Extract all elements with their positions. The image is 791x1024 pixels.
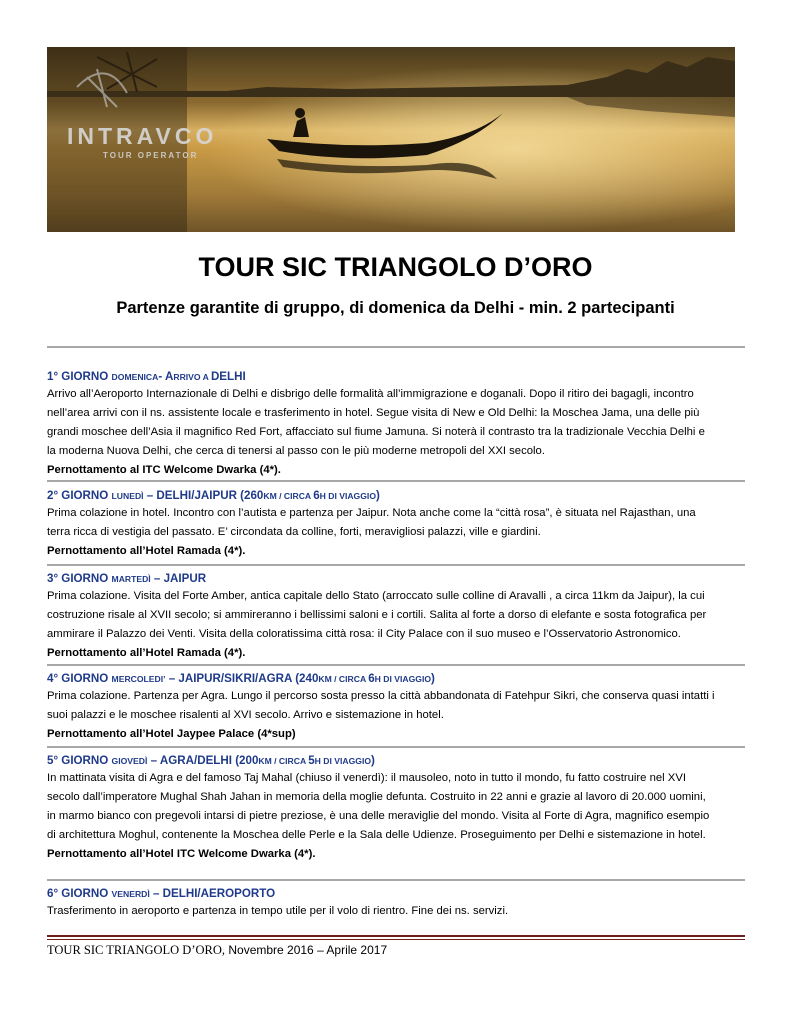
brand-tagline: TOUR OPERATOR — [103, 151, 199, 160]
day-2 — [47, 487, 745, 561]
day-accommodation: Pernottamento all’Hotel ITC Welcome Dwarka (4*). — [47, 848, 316, 860]
day-description: Prima colazione in hotel. Incontro con l’autista e partenza per Jaipur. Nota anche come la “città rosa”, è situata nel Rajasthan, una terra ricca di vestigia del passato. E’ circondata da colline, forti, meravigliosi palazzi, ville e giardini. — [47, 507, 696, 538]
divider — [47, 664, 745, 666]
day-accommodation: Pernottamento all’Hotel Jaypee Palace (4*sup) — [47, 728, 296, 740]
day-heading: 4° GIORNO MERCOLEDI’ – JAIPUR/SIKRI/AGRA (240KM / CIRCA 6H DI VIAGGIO) — [47, 672, 435, 685]
divider — [47, 746, 745, 748]
page-subtitle: Partenze garantite di gruppo, di domenica da Delhi - min. 2 partecipanti — [116, 299, 675, 317]
footer-title: TOUR SIC TRIANGOLO D’ORO, — [47, 943, 226, 957]
hero-banner — [47, 47, 735, 232]
day-description: In mattinata visita di Agra e del famoso Taj Mahal (chiuso il venerdì): il mausoleo, noto in tutto il mondo, fu fatto costruire nel XVI secolo dall’imperatore Mughal Shah Jahan in memoria della moglie defunta. Costruito in 22 anni e grazie al lavoro di 20.000 uomini, in marmo bianco con pregevoli intarsi di pietre preziose, è una delle meraviglie del mondo. Visita al Forte di Agra, magnifico esempio di architettura Moghul, contenente la Moschea delle Perle e la Sala delle Udienze. Proseguimento per Delhi e sistemazione in hotel. — [47, 772, 710, 841]
day-heading: 1° GIORNO DOMENICA- ARRIVO A DELHI — [47, 370, 246, 383]
footer-divider-thin — [47, 939, 745, 940]
day-5 — [47, 752, 745, 864]
day-heading: 3° GIORNO MARTEDÌ – JAIPUR — [47, 572, 207, 585]
day-3 — [47, 570, 745, 663]
day-description: Prima colazione. Visita del Forte Amber, antica capitale dello Stato (arroccato sulle colline di Aravalli , a circa 11km da Jaipur), la cui costruzione risale al XVII secolo; si ammireranno i bellissimi saloni e i cortili. Salita al forte a dorso di elefante e sosta fotografica per ammirare il Palazzo dei Venti. Visita della coloratissima città rosa: il City Palace con il suo museo e l’Osservatorio Astronomico. — [47, 590, 707, 640]
divider — [47, 879, 745, 881]
day-accommodation: Pernottamento all’Hotel Ramada (4*). — [47, 545, 246, 557]
day-accommodation: Pernottamento all’Hotel Ramada (4*). — [47, 647, 246, 659]
day-description: Arrivo all’Aeroporto Internazionale di Delhi e disbrigo delle formalità all’immigrazione e doganali. Dopo il ritiro dei bagagli, incontro nell’area arrivi con il ns. assistente locale e trasferimento in hotel. Segue visita di New e Old Delhi: la Moschea Jama, una delle più grandi moschee dell’Asia il magnifico Red Fort, affacciato sul fiume Jamuna. Si noterà il contrasto tra la tradizionale Vecchia Delhi e la moderna Nuova Delhi, che cerca di tenersi al passo con le più moderne metropoli del XXI secolo. — [47, 388, 705, 457]
day-heading: 6° GIORNO VENERDÌ – DELHI/AEROPORTO — [47, 887, 276, 900]
brand-logo: INTRAVCO — [67, 123, 218, 149]
page-title: TOUR SIC TRIANGOLO D’ORO — [198, 252, 593, 282]
day-1 — [47, 368, 745, 480]
page-footer — [47, 943, 387, 958]
day-heading: 2° GIORNO LUNEDÌ – DELHI/JAIPUR (260KM / CIRCA 6H DI VIAGGIO) — [47, 489, 380, 502]
day-description: Trasferimento in aeroporto e partenza in tempo utile per il volo di rientro. Fine dei ns. servizi. — [47, 905, 509, 917]
day-description: Prima colazione. Partenza per Agra. Lungo il percorso sosta presso la città abbandonata di Fatehpur Sikri, che conserva quasi intatti i suoi palazzi e le moschee risalenti al XVI secolo. Arrivo e sistemazione in hotel. — [47, 690, 715, 721]
footer-divider — [47, 935, 745, 937]
day-6 — [47, 885, 745, 921]
divider — [47, 346, 745, 348]
divider — [47, 564, 745, 566]
day-accommodation: Pernottamento al ITC Welcome Dwarka (4*). — [47, 464, 281, 476]
day-heading: 5° GIORNO GIOVEDÌ – AGRA/DELHI (200KM / CIRCA 5H DI VIAGGIO) — [47, 754, 375, 767]
day-4 — [47, 670, 745, 744]
divider — [47, 480, 745, 482]
footer-dates: Novembre 2016 – Aprile 2017 — [225, 943, 388, 957]
